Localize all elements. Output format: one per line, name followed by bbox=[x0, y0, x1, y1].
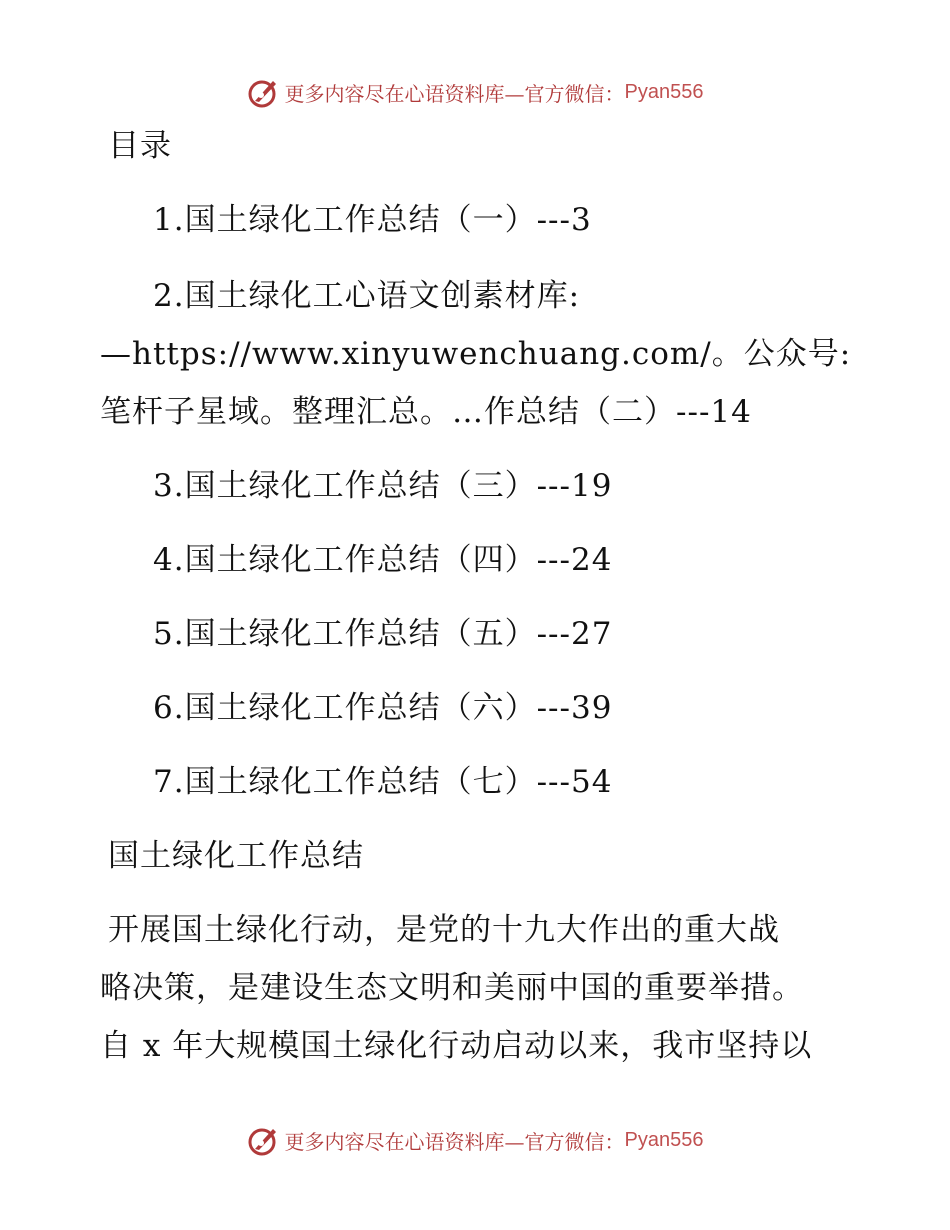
body-line: 开展国土绿化行动，是党的十九大作出的重大战 bbox=[108, 912, 780, 948]
toc-item: 5.国土绿化工作总结（五）---27 bbox=[153, 616, 613, 652]
toc-item: 4.国土绿化工作总结（四）---24 bbox=[153, 542, 613, 578]
header-watermark bbox=[0, 72, 950, 112]
toc-item-continuation: —https://www.xinyuwenchuang.com/。公众号: bbox=[100, 336, 852, 372]
body-line: 略决策，是建设生态文明和美丽中国的重要举措。 bbox=[100, 970, 804, 1006]
toc-item: 1.国土绿化工作总结（一）---3 bbox=[153, 202, 592, 238]
watermark-wechat-id: Pyan556 bbox=[624, 1128, 704, 1151]
toc-title: 目录 bbox=[108, 128, 172, 164]
toc-item: 7.国土绿化工作总结（七）---54 bbox=[153, 764, 613, 800]
toc-item: 2.国土绿化工心语文创素材库: bbox=[153, 278, 581, 314]
quill-logo-icon bbox=[247, 1123, 281, 1157]
toc-item: 6.国土绿化工作总结（六）---39 bbox=[153, 690, 613, 726]
quill-logo-icon bbox=[247, 75, 281, 109]
toc-item-continuation: 笔杆子星域。整理汇总。…作总结（二）---14 bbox=[100, 394, 752, 430]
watermark-text: 更多内容尽在心语资料库—官方微信： bbox=[284, 1129, 625, 1154]
body-line: 自 x 年大规模国土绿化行动启动以来，我市坚持以 bbox=[100, 1028, 813, 1064]
watermark-text: 更多内容尽在心语资料库—官方微信： bbox=[284, 81, 625, 106]
watermark-wechat-id: Pyan556 bbox=[624, 80, 704, 103]
footer-watermark bbox=[0, 1120, 950, 1160]
toc-item: 3.国土绿化工作总结（三）---19 bbox=[153, 468, 613, 504]
section-title: 国土绿化工作总结 bbox=[108, 838, 364, 874]
